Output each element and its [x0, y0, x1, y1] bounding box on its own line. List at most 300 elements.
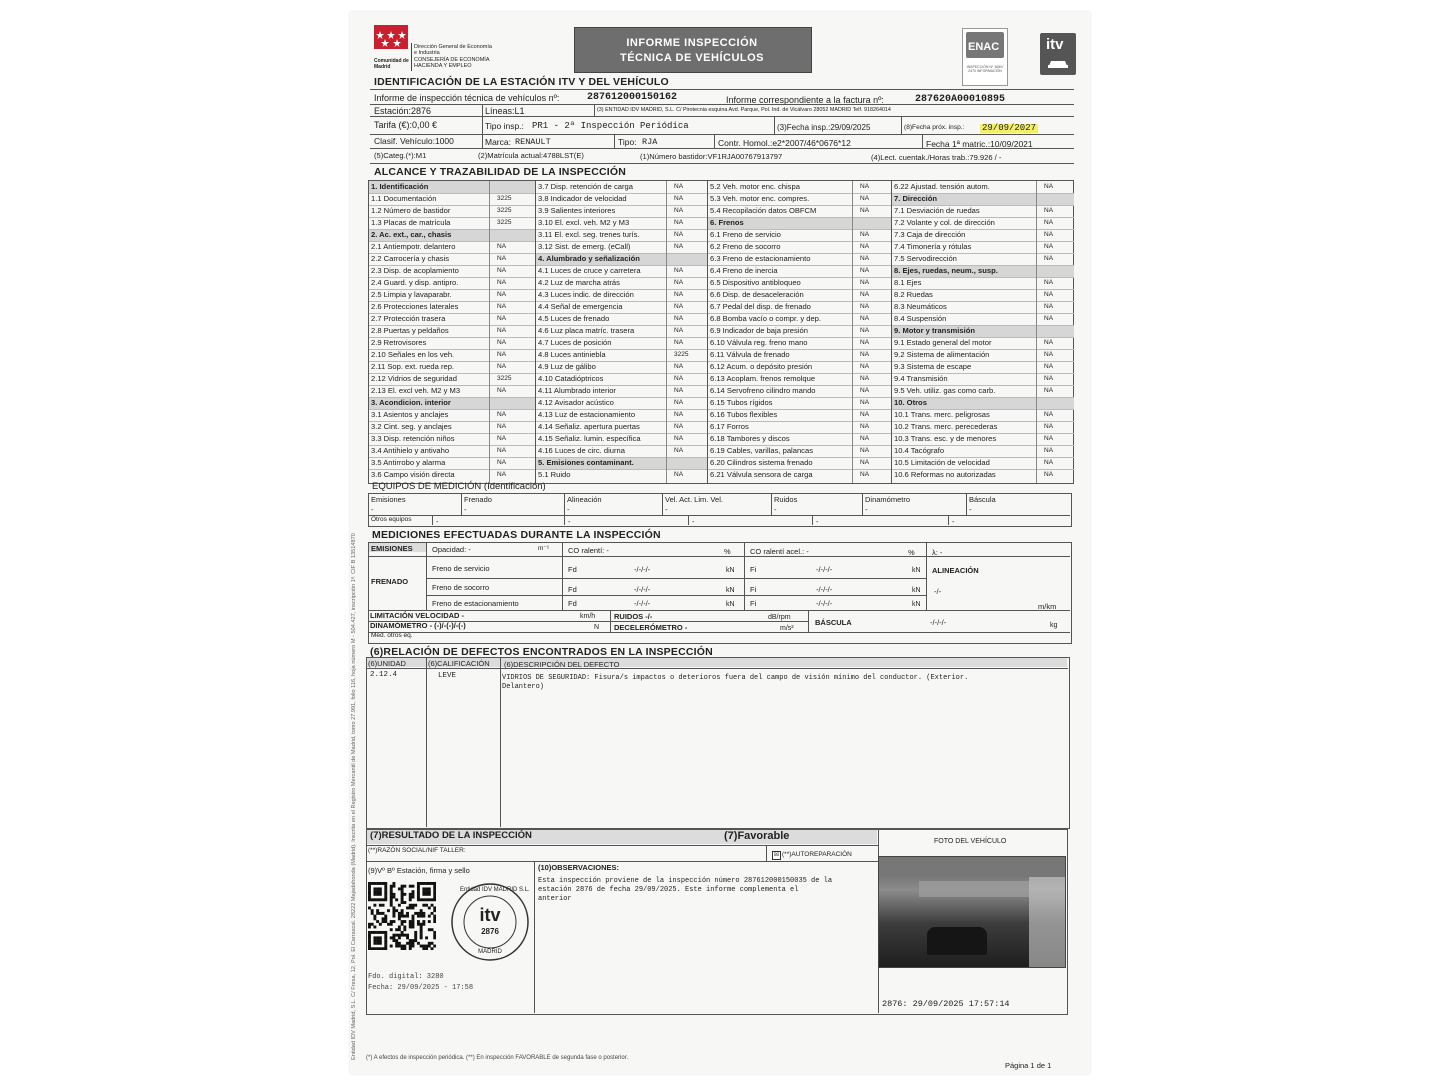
alcance-group-header — [892, 325, 1074, 337]
alcance-item-label: 2.6 Protecciones laterales — [371, 302, 459, 311]
entidad-info: (3) ENTIDAD IDV MADRID, S.L. C/ Pirotecnia esquina Avd. Parque, Pol. Ind. de Vicálvaro 28052 MADRID Telf. 918264014 — [597, 107, 891, 113]
alcance-item-value: NA — [1044, 447, 1054, 454]
alcance-item-label: 5.4 Recopilación datos OBFCM — [710, 206, 817, 215]
alcance-item — [369, 385, 535, 397]
freno-side-label: Fi — [750, 565, 757, 574]
alcance-item — [536, 337, 708, 349]
numero-bastidor: (1)Número bastidor:VF1RJA00767913797 — [640, 152, 783, 161]
alcance-item — [369, 325, 535, 337]
frenado-label: FRENADO — [371, 577, 409, 586]
alcance-item-label: 4.14 Señaliz. apertura puertas — [538, 422, 640, 431]
alcance-group-header — [708, 217, 892, 229]
equipo-value: - — [567, 505, 570, 514]
autoreparacion-checkbox[interactable]: ☒ — [773, 852, 780, 858]
equipo-label: Emisiones — [371, 495, 406, 504]
alcance-item — [369, 457, 535, 469]
alcance-item-label: 4.9 Luz de gálibo — [538, 362, 596, 371]
stars-icon — [374, 25, 408, 49]
alcance-item — [892, 181, 1074, 193]
alcance-group-header — [369, 181, 535, 193]
alcance-item-value: NA — [674, 363, 684, 370]
otros-equipo-value: - — [436, 517, 439, 526]
alcance-item-label: 4.2 Luz de marcha atrás — [538, 278, 620, 287]
alcance-item-value: NA — [1044, 363, 1054, 370]
alcance-item-label: 5.1 Ruido — [538, 470, 571, 479]
alcance-item — [369, 301, 535, 313]
alcance-item — [536, 217, 708, 229]
alcance-item-value: NA — [1044, 207, 1054, 214]
logo-divider — [411, 43, 412, 71]
alcance-group-header — [536, 253, 708, 265]
alcance-item — [536, 445, 708, 457]
lect-cuentakm: (4)Lect. cuentak./Horas trab.:79.926 / - — [871, 153, 1002, 162]
alcance-item-label: 2.2 Carrocería y chasis — [371, 254, 450, 263]
alcance-item-label: 9. Motor y transmisión — [894, 326, 976, 335]
alcance-item-value: NA — [497, 459, 507, 466]
alcance-item-label: 7.2 Volante y col. de dirección — [894, 218, 995, 227]
equipo-label: Alineación — [567, 495, 602, 504]
alcance-item-label: 1.2 Número de bastidor — [371, 206, 451, 215]
alcance-item-value: NA — [674, 327, 684, 334]
alcance-item-label: 6. Frenos — [710, 218, 744, 227]
alcance-item-label: 2.12 Vidrios de seguridad — [371, 374, 457, 383]
clasif-vehiculo: Clasif. Vehículo:1000 — [374, 136, 454, 146]
enac-logo — [962, 28, 1008, 86]
alcance-item-value: NA — [674, 375, 684, 382]
matricula: (2)Matrícula actual:4788LST(E) — [478, 151, 584, 160]
alcance-item — [708, 241, 892, 253]
informe-label: Informe de inspección técnica de vehículos nº: — [374, 93, 560, 103]
logo-text-3: CONSEJERÍA DE ECONOMÍA — [414, 57, 490, 63]
alcance-item-value: 3225 — [674, 351, 689, 358]
alcance-item-label: 6.17 Forros — [710, 422, 749, 431]
alcance-item-value: NA — [674, 291, 684, 298]
defecto-descripcion-1: VIDRIOS DE SEGURIDAD: Fisura/s impactos o deterioros fuera del campo de visión mínimo del conductor. (Exterior. — [502, 674, 969, 682]
alcance-item-label: 9.3 Sistema de escape — [894, 362, 972, 371]
fecha-prox-label: (8)Fecha próx. insp.: — [904, 124, 965, 131]
alcance-item — [892, 217, 1074, 229]
equipo-value: - — [464, 505, 467, 514]
alcance-item-label: 10.4 Tacógrafo — [894, 446, 945, 455]
contr-homol: Contr. Homol.:e2*2007/46*0676*12 — [718, 138, 851, 148]
alcance-item — [536, 385, 708, 397]
alcance-item — [536, 361, 708, 373]
alcance-item-label: 8.1 Ejes — [894, 278, 922, 287]
alcance-item-label: 2.1 Antiempotr. delantero — [371, 242, 456, 251]
alcance-item-label: 9.1 Estado general del motor — [894, 338, 992, 347]
alcance-item-label: 8. Ejes, ruedas, neum., susp. — [894, 266, 998, 275]
freno-value: -/-/-/- — [816, 565, 833, 574]
lambda: λ: - — [932, 548, 943, 557]
alcance-item-label: 5.3 Veh. motor enc. compres. — [710, 194, 810, 203]
alcance-item-value: NA — [860, 471, 870, 478]
freno-side-label: Fi — [750, 599, 757, 608]
alcance-item-label: 3.7 Disp. retención de carga — [538, 182, 633, 191]
alcance-item-label: 6.11 Válvula de frenado — [710, 350, 790, 359]
alcance-item-label: 3.10 El. excl. veh. M2 y M3 — [538, 218, 630, 227]
alcance-item-label: 10.3 Trans. esc. y de menores — [894, 434, 997, 443]
alcance-item-value: NA — [674, 315, 684, 322]
marca-label: Marca: — [485, 137, 511, 147]
factura-number: 287620A00010895 — [915, 94, 1006, 105]
madrid-logo — [374, 25, 408, 49]
dinamometro-unit: N — [594, 624, 600, 631]
alcance-item — [708, 385, 892, 397]
alcance-item — [892, 373, 1074, 385]
alcance-item-label: 3.11 El. excl. seg. trenes turís. — [538, 230, 640, 239]
alcance-item — [708, 433, 892, 445]
alcance-item — [892, 253, 1074, 265]
freno-unit: kN — [726, 601, 735, 608]
alcance-item-label: 4.11 Alumbrado interior — [538, 386, 616, 395]
alcance-item-value: NA — [497, 435, 507, 442]
alcance-item-label: 3.2 Cint. seg. y anclajes — [371, 422, 452, 431]
alcance-item-value: NA — [860, 375, 870, 382]
firma-digital: Fdo. digital: 3280 — [368, 973, 444, 981]
alcance-item-label: 6.8 Bomba vacío o compr. y dep. — [710, 314, 822, 323]
opacidad: Opacidad: - — [432, 545, 471, 554]
co-ralenti-acel: CO ralentí acel.: - — [750, 547, 809, 556]
alcance-item-label: 7.4 Timonería y rótulas — [894, 242, 972, 251]
observaciones-line-2: estación 2876 de fecha 29/09/2025. Este informe complementa el — [538, 886, 799, 894]
lineas: Líneas:L1 — [485, 106, 525, 116]
alcance-item — [708, 277, 892, 289]
col-unidad: (6)UNIDAD — [368, 659, 406, 668]
section-equipos: EQUIPOS DE MEDICIÓN (Identificación) — [372, 481, 546, 492]
stamp-number: 2876 — [481, 927, 499, 936]
enac-label: ENAC — [968, 41, 1000, 53]
alcance-item-value: NA — [497, 339, 507, 346]
alcance-item — [536, 325, 708, 337]
alcance-group-header — [536, 457, 708, 469]
alineacion-value: -/- — [934, 587, 942, 596]
alcance-item — [536, 241, 708, 253]
alcance-item — [892, 409, 1074, 421]
alcance-item-value: NA — [860, 327, 870, 334]
alcance-item-value: NA — [1044, 375, 1054, 382]
alcance-item-value: NA — [497, 315, 507, 322]
alcance-item-label: 3.1 Asientos y anclajes — [371, 410, 449, 419]
alcance-item-label: 7. Dirección — [894, 194, 938, 203]
mediciones-table — [368, 542, 1072, 644]
alcance-item-value: NA — [1044, 435, 1054, 442]
alcance-item-label: 6.20 Cilindros sistema frenado — [710, 458, 813, 467]
alcance-item — [892, 277, 1074, 289]
alcance-item-label: 6.16 Tubos flexibles — [710, 410, 778, 419]
freno-unit: kN — [726, 567, 735, 574]
alcance-item-label: 6.6 Disp. de desaceleración — [710, 290, 804, 299]
alcance-item-value: NA — [674, 243, 684, 250]
col-calificacion: (6)CALIFICACIÓN — [428, 659, 490, 668]
alcance-item — [892, 361, 1074, 373]
alcance-item-value: NA — [860, 195, 870, 202]
defectos-table — [366, 657, 1070, 829]
co-ralenti-acel-pct: % — [908, 548, 915, 557]
alcance-item-value: NA — [860, 243, 870, 250]
alcance-item-label: 10. Otros — [894, 398, 927, 407]
alcance-item-label: 8.2 Ruedas — [894, 290, 933, 299]
alcance-item — [892, 445, 1074, 457]
alcance-item — [369, 421, 535, 433]
alcance-item-label: 1.3 Placas de matrícula — [371, 218, 451, 227]
equipo-value: - — [969, 505, 972, 514]
alcance-item-value: NA — [860, 459, 870, 466]
alcance-item — [536, 205, 708, 217]
logo-text-2: e Industria — [414, 50, 440, 56]
alcance-item-value: NA — [860, 399, 870, 406]
alcance-item-label: 1.1 Documentación — [371, 194, 437, 203]
lim-vel-unit: km/h — [580, 613, 596, 620]
footer-note: (*) A efectos de inspección periódica. (**) En inspección FAVORABLE de segunda fase o posterior. — [366, 1055, 629, 1061]
alcance-item — [536, 397, 708, 409]
alcance-item-label: 7.1 Desviación de ruedas — [894, 206, 980, 215]
alcance-item — [708, 397, 892, 409]
itv-label: itv — [1046, 36, 1064, 53]
alcance-item — [536, 421, 708, 433]
alcance-item-value: 3225 — [497, 219, 512, 226]
alcance-item-value: NA — [860, 267, 870, 274]
alcance-item-label: 8.3 Neumáticos — [894, 302, 947, 311]
alcance-item-value: NA — [497, 387, 507, 394]
defecto-descripcion-2: Delantero) — [502, 683, 545, 691]
vehicle-photo — [878, 856, 1066, 968]
equipo-value: - — [371, 505, 374, 514]
alcance-item — [892, 433, 1074, 445]
decelerometro-unit: m/s² — [780, 625, 794, 632]
alcance-item-value: NA — [860, 435, 870, 442]
alcance-item-value: NA — [1044, 183, 1054, 190]
alcance-item-value: NA — [674, 423, 684, 430]
tipo-label: Tipo: — [618, 137, 637, 147]
emisiones-label: EMISIONES — [371, 544, 413, 553]
alcance-item — [892, 469, 1074, 481]
stamp-bottom-text: MADRID — [478, 949, 502, 955]
observaciones-line-3: anterior — [538, 895, 572, 903]
alcance-item-value: NA — [674, 435, 684, 442]
equipo-label: Frenado — [464, 495, 492, 504]
tipo-insp-label: Tipo insp.: — [485, 121, 524, 131]
alcance-item-label: 6.3 Freno de estacionamiento — [710, 254, 811, 263]
fecha-prox-value: 29/09/2027 — [982, 123, 1037, 133]
alcance-item-label: 3.12 Sist. de emerg. (eCall) — [538, 242, 631, 251]
alcance-item — [892, 289, 1074, 301]
tipo-value: RJA — [642, 137, 658, 147]
alcance-item — [536, 373, 708, 385]
title-line-1: INFORME INSPECCIÓN — [626, 37, 758, 49]
alcance-item — [369, 277, 535, 289]
alcance-item — [708, 421, 892, 433]
alcance-item-label: 9.2 Sistema de alimentación — [894, 350, 990, 359]
alcance-item-value: NA — [674, 183, 684, 190]
alcance-item — [369, 445, 535, 457]
alcance-item-value: NA — [674, 267, 684, 274]
alcance-item — [369, 373, 535, 385]
alcance-item — [708, 253, 892, 265]
alcance-item-label: 6.1 Freno de servicio — [710, 230, 781, 239]
alcance-item-value: NA — [860, 315, 870, 322]
alcance-item-value: NA — [497, 303, 507, 310]
alcance-item-label: 6.21 Válvula sensora de carga — [710, 470, 813, 479]
ruidos: RUIDOS -/- — [614, 612, 653, 621]
alcance-column — [369, 181, 535, 483]
alcance-item-value: NA — [674, 471, 684, 478]
alcance-item — [708, 361, 892, 373]
otros-equipo-value: - — [952, 517, 955, 526]
alcance-item-label: 5.2 Veh. motor enc. chispa — [710, 182, 800, 191]
alcance-item-value: NA — [860, 303, 870, 310]
alcance-item — [536, 265, 708, 277]
alcance-item-value: NA — [1044, 303, 1054, 310]
alcance-item — [369, 193, 535, 205]
alcance-item-value: NA — [860, 207, 870, 214]
freno-unit: kN — [726, 587, 735, 594]
alcance-item — [369, 361, 535, 373]
otros-equipo-value: - — [692, 517, 695, 526]
alineacion-label: ALINEACIÓN — [932, 566, 979, 575]
equipo-label: Dinamómetro — [865, 495, 911, 504]
alcance-item-label: 8.4 Suspensión — [894, 314, 947, 323]
alcance-item-value: 3225 — [497, 375, 512, 382]
alcance-item-label: 6.7 Pedal del disp. de frenado — [710, 302, 811, 311]
section-defectos: (6)RELACIÓN DE DEFECTOS ENCONTRADOS EN LA INSPECCIÓN — [370, 646, 713, 658]
alcance-item — [369, 469, 535, 481]
alcance-item-value: NA — [674, 411, 684, 418]
section-alcance: ALCANCE Y TRAZABILIDAD DE LA INSPECCIÓN — [374, 166, 627, 178]
alcance-item-label: 3.5 Antirrobo y alarma — [371, 458, 446, 467]
title-banner — [574, 27, 812, 73]
alcance-item-value: NA — [674, 279, 684, 286]
categoria: (5)Categ.(*):M1 — [374, 151, 427, 160]
section-mediciones: MEDICIONES EFECTUADAS DURANTE LA INSPECCIÓN — [372, 529, 661, 541]
freno-value: -/-/-/- — [634, 599, 651, 608]
car-icon — [1047, 57, 1069, 69]
alcance-item — [892, 457, 1074, 469]
alcance-item — [892, 337, 1074, 349]
alcance-item-value: NA — [674, 447, 684, 454]
alcance-item-label: 2.5 Limpia y lavaparabr. — [371, 290, 452, 299]
alcance-item-value: NA — [860, 279, 870, 286]
freno-side-label: Fi — [750, 585, 757, 594]
alcance-item-value: NA — [1044, 471, 1054, 478]
razon-social-label: (**)RAZÓN SOCIAL/NIF TALLER: — [368, 847, 466, 854]
alcance-item — [369, 253, 535, 265]
bascula-value: -/-/-/- — [930, 618, 947, 627]
alcance-item-label: 6.18 Tambores y discos — [710, 434, 790, 443]
alcance-item — [892, 205, 1074, 217]
alcance-item — [892, 421, 1074, 433]
alcance-item — [369, 409, 535, 421]
stamp-itv: itv — [479, 905, 501, 925]
alcance-item — [536, 433, 708, 445]
alcance-item-label: 4.3 Luces indic. de dirección — [538, 290, 634, 299]
enac-sub: INSPECCIÓN Nº 16/EI/ 2470 INFORMACIÓN — [966, 65, 1004, 73]
equipo-value: - — [665, 505, 668, 514]
alcance-item-value: NA — [1044, 459, 1054, 466]
alcance-item-label: 6.9 Indicador de baja presión — [710, 326, 808, 335]
alcance-item — [708, 457, 892, 469]
equipo-value: - — [774, 505, 777, 514]
itv-logo — [1040, 33, 1076, 75]
alcance-item-value: NA — [860, 447, 870, 454]
alcance-item-value: NA — [497, 351, 507, 358]
alcance-item-value: NA — [1044, 411, 1054, 418]
alcance-item-value: NA — [497, 279, 507, 286]
alcance-item-label: 4.12 Avisador acústico — [538, 398, 614, 407]
alcance-item-value: NA — [860, 291, 870, 298]
alcance-item-label: 7.3 Caja de dirección — [894, 230, 966, 239]
equipo-label: Vel. Act. Lim. Vel. — [665, 495, 723, 504]
co-ralenti-pct: % — [724, 547, 731, 556]
alcance-item-value: NA — [860, 411, 870, 418]
alcance-item-label: 9.5 Veh. utiliz. gas como carb. — [894, 386, 996, 395]
foto-vehiculo-label: FOTO DEL VEHÍCULO — [934, 838, 1007, 845]
equipo-label: Báscula — [969, 495, 996, 504]
alcance-item — [708, 301, 892, 313]
alcance-group-header — [369, 397, 535, 409]
alcance-item-label: 4. Alumbrado y señalización — [538, 254, 640, 263]
alcance-item-label: 2.8 Puertas y peldaños — [371, 326, 449, 335]
alcance-item — [369, 313, 535, 325]
estacion: Estación:2876 — [374, 106, 432, 116]
alcance-item-value: NA — [860, 387, 870, 394]
alcance-item — [708, 181, 892, 193]
stamp-top-text: Entidad IDV MADRID S.L. — [460, 887, 530, 893]
alcance-item-label: 6.15 Tubos rígidos — [710, 398, 773, 407]
alcance-item — [708, 445, 892, 457]
freno-estacionamiento: Freno de estacionamiento — [432, 599, 519, 608]
alcance-item — [708, 193, 892, 205]
alcance-item-label: 3.3 Disp. retención niños — [371, 434, 455, 443]
alcance-item-label: 9.4 Transmisión — [894, 374, 948, 383]
alcance-group-header — [892, 265, 1074, 277]
freno-unit: kN — [912, 601, 921, 608]
freno-unit: kN — [912, 567, 921, 574]
alcance-item — [536, 181, 708, 193]
alcance-column — [891, 181, 1074, 483]
freno-value: -/-/-/- — [816, 585, 833, 594]
bascula-label: BÁSCULA — [815, 618, 852, 627]
freno-socorro: Freno de socorro — [432, 583, 490, 592]
alcance-item — [708, 337, 892, 349]
freno-side-label: Fd — [568, 585, 577, 594]
med-otros-label: Med. otros eq. — [371, 632, 413, 639]
vb-estacion-label: (9)Vº Bº Estación, firma y sello — [368, 866, 470, 875]
alcance-item — [536, 193, 708, 205]
bascula-unit: kg — [1050, 622, 1058, 629]
marca-value: RENAULT — [515, 137, 551, 147]
alcance-item-value: NA — [674, 207, 684, 214]
alcance-item — [536, 301, 708, 313]
alcance-item-value: NA — [860, 423, 870, 430]
logo-region: Comunidad de Madrid — [374, 58, 409, 70]
alcance-item — [369, 289, 535, 301]
alcance-item-value: NA — [497, 471, 507, 478]
alcance-item-value: NA — [497, 363, 507, 370]
alcance-item — [369, 241, 535, 253]
observaciones-label: (10)OBSERVACIONES: — [538, 863, 619, 872]
alcance-item — [708, 313, 892, 325]
alcance-item-value: NA — [674, 195, 684, 202]
alcance-item-value: NA — [674, 339, 684, 346]
alcance-item-value: NA — [860, 339, 870, 346]
equipo-value: - — [865, 505, 868, 514]
alcance-item-value: NA — [1044, 255, 1054, 262]
alcance-item — [536, 313, 708, 325]
freno-unit: kN — [912, 587, 921, 594]
logo-text-4: HACIENDA Y EMPLEO — [414, 63, 472, 69]
alcance-item-label: 4.1 Luces de cruce y carretera — [538, 266, 641, 275]
fecha-insp: (3)Fecha insp.:29/09/2025 — [777, 123, 871, 132]
